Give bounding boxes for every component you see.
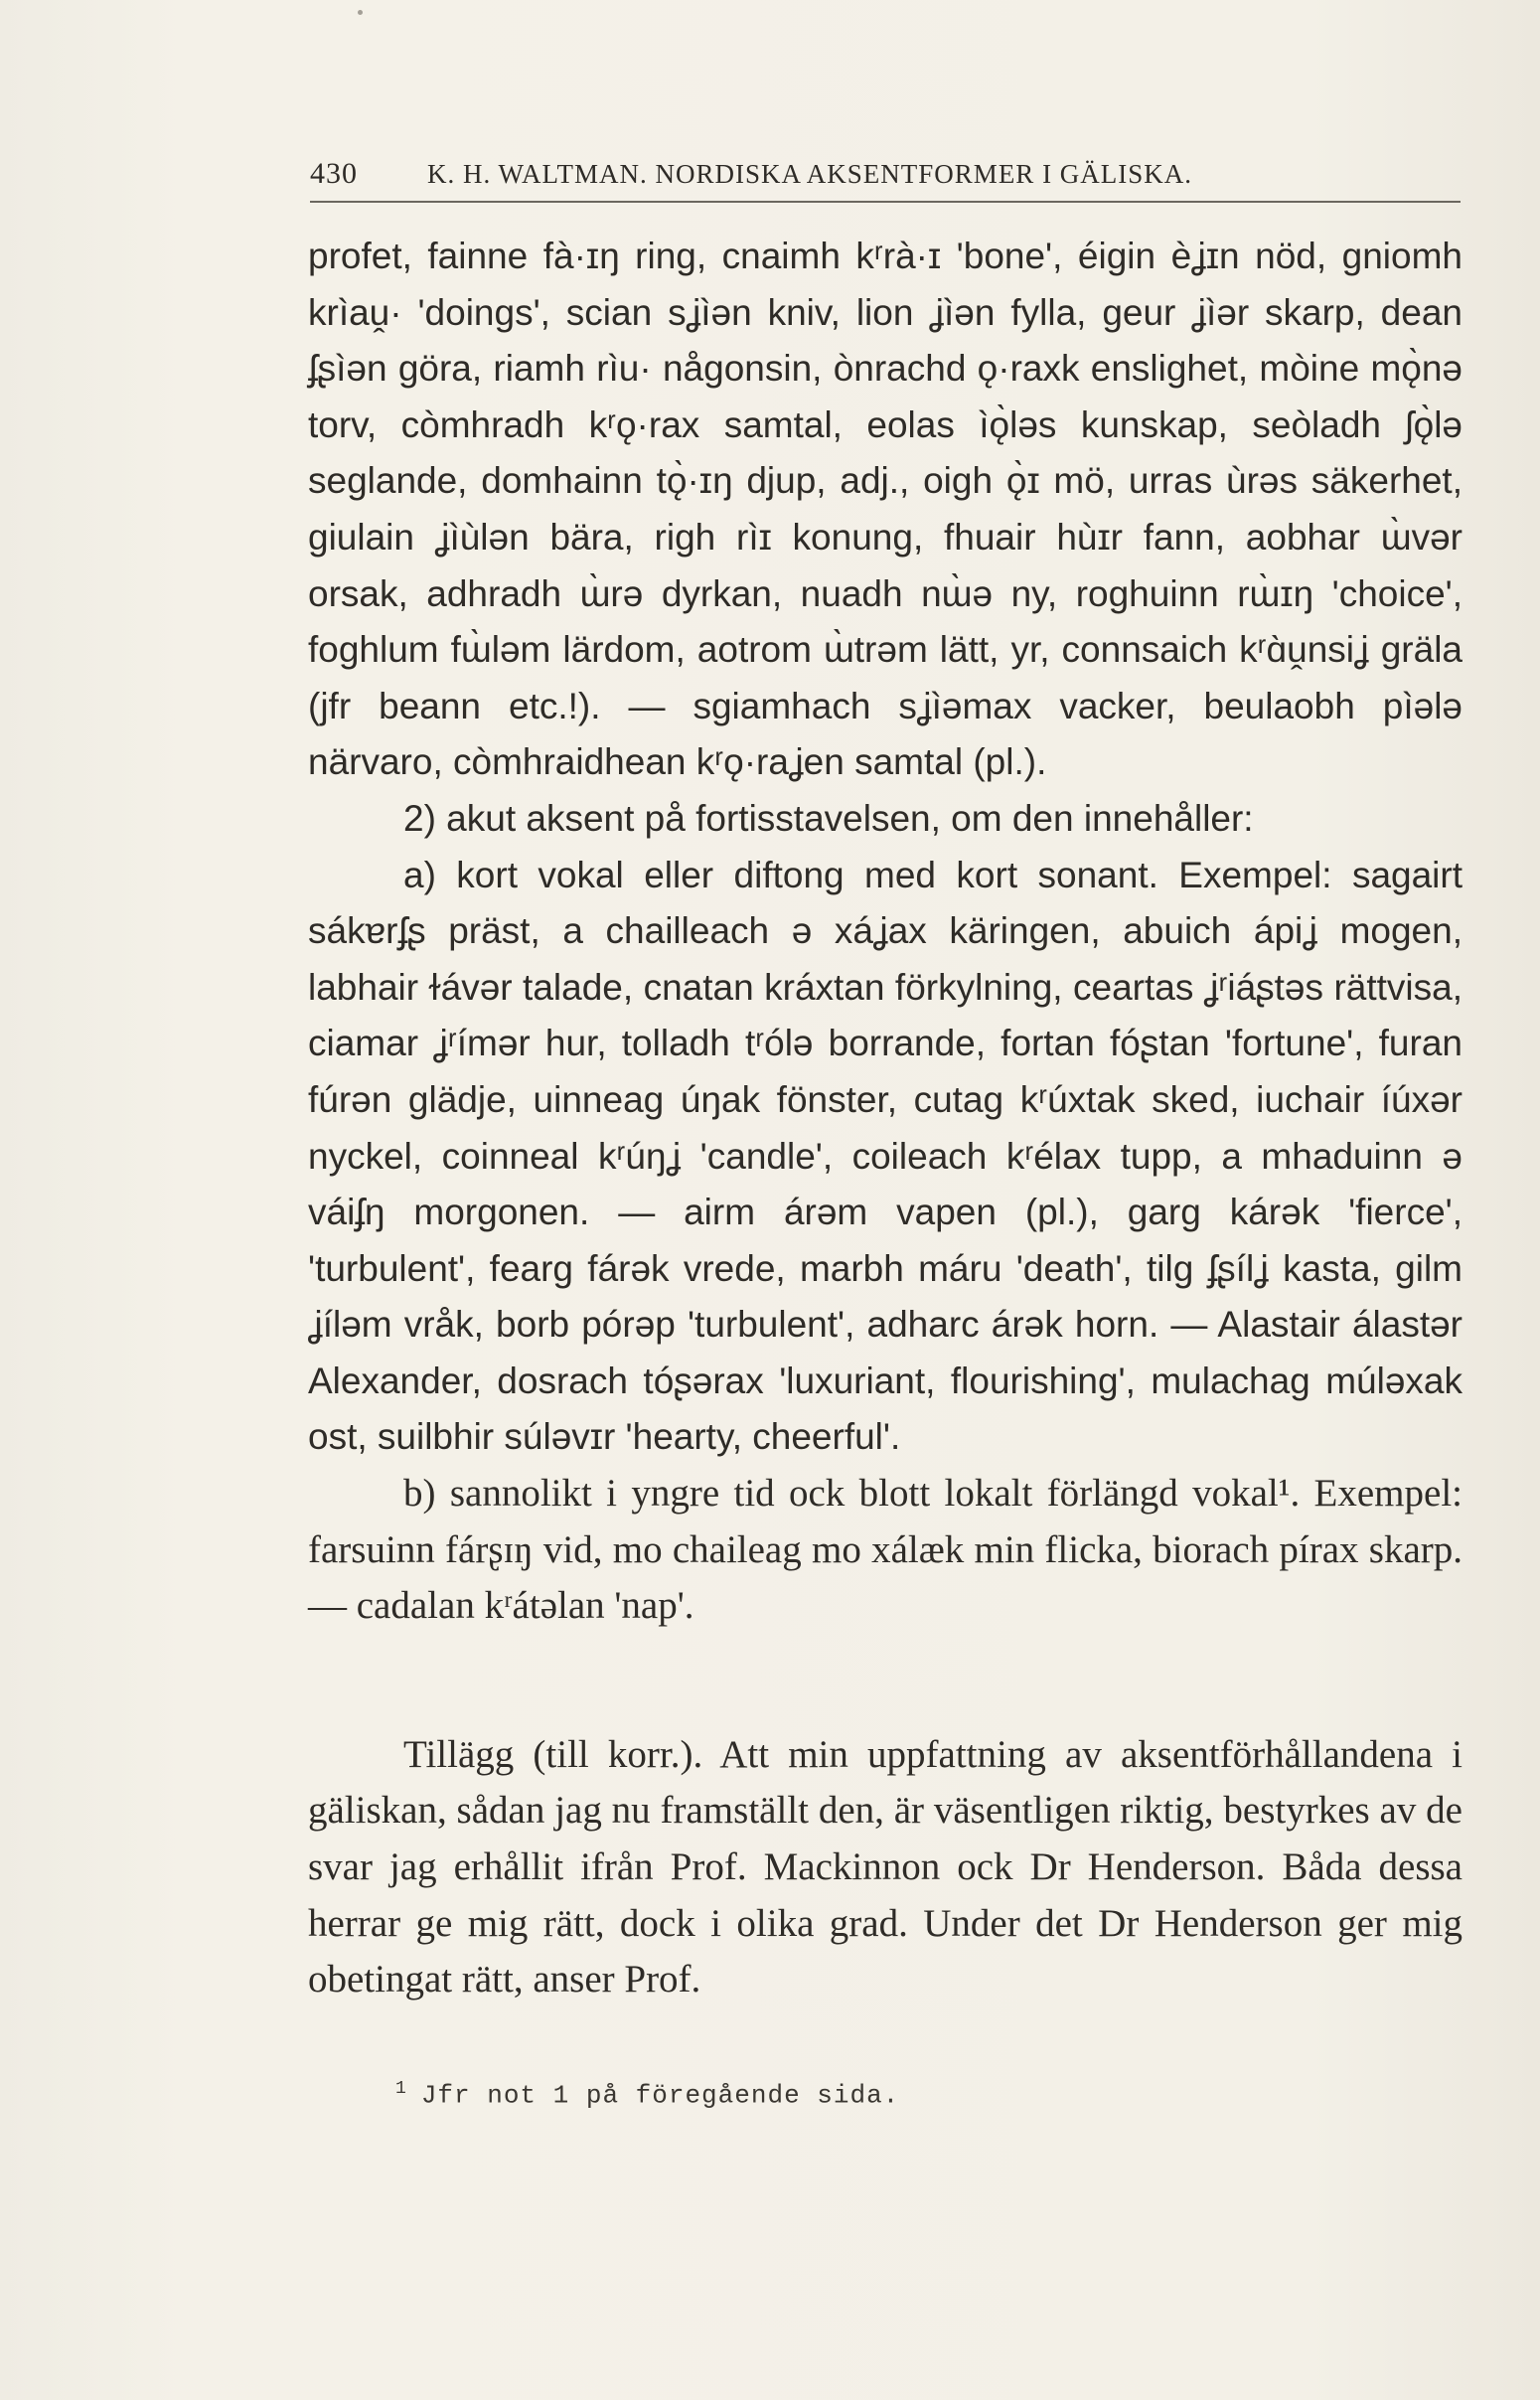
paragraph-examples-continued: profet, fainne fà·ɪŋ ring, cnaimh kʳrà·ɪ 'bone', éigin èʝɪn nöd, gniomh krìaṷ· 'doings', scian sʝìən kniv, lion ʝìən fylla, geur ʝìər skarp, dean ʄʂìən göra, riamh rìu· någonsin, ònrachd ǫ·raxk enslighet, mòine mǫ̀nə torv, còmhradh kʳǫ·rax samtal, eolas ìǫ̀ləs kunskap, seòladh ʃǫ̀lə seglande, domhainn tǫ̀·ɪŋ djup, adj., oigh ǫ̀ɪ mö, urras ùrəs säkerhet, giulain ʝìùlən bära, righ rìɪ konung, fhuair hùɪr fann, aobhar ɯ̀vər orsak, adhradh ɯ̀rə dyrkan, nuadh nɯ̀ə ny, roghuinn rɯ̀ɪŋ 'choice', foghlum fɯ̀ləm lärdom, aotrom ɯ̀trəm lätt, yr, connsaich kʳɑ̀ṷnsiʝ gräla (jfr beann etc.!). — sgiamhach sʝìəmax vacker, beulaobh pìələ närvaro, còmhraidhean kʳǫ·raʝen samtal (pl.). [308,236,1463,783]
paragraph-short-vowel-examples: a) kort vokal eller diftong med kort sonant. Exempel: sagairt sákɐrʄʂ präst, a chailleach ə xáʝax käringen, abuich ápiʝ mogen, labhair ɫávər talade, cnatan kráxtan förkylning, ceartas ʝʳiáʂtəs rättvisa, ciamar ʝʳímər hur, tolladh tʳólə borrande, fortan fóʂtan 'fortune', furan fúrən glädje, uinneag úŋak fönster, cutag kʳúxtak sked, iuchair íúxər nyckel, coinneal kʳúŋʝ 'candle', coileach kʳélax tupp, a mhaduinn ə váiʄŋ morgonen. — airm árəm vapen (pl.), garg kárək 'fierce', 'turbulent', fearg fárək vrede, marbh máru 'death', tilg ʄʂílʝ kasta, gilm ʝíləm vråk, borb pórəp 'turbulent', adharc árək horn. — Alastair álastər Alexander, dosrach tóʂərax 'luxuriant, flourishing', mulachag múləxak ost, suilbhir súləvɪr 'hearty, cheerful'. [308,854,1463,1458]
running-title: K. H. WALTMAN. NORDISKA AKSENTFORMER I GÄLISKA. [427,159,1193,189]
page-header [310,157,1461,203]
body-text [308,229,1463,2008]
paper-speck [358,10,363,15]
paragraph-acute-accent-heading: 2) akut aksent på fortisstavelsen, om den innehåller: [403,797,1254,839]
footnote-text: Jfr not 1 på föregående sida. [420,2080,900,2111]
footnote [395,2079,899,2111]
paragraph-lengthened-vowel: b) sannolikt i yngre tid ock blott lokalt förlängd vokal¹. Exempel: farsuinn fárʂɪŋ vid, mo chaileag mo xálæk min flicka, biorach pírax skarp. — cadalan kʳátəlan 'nap'. [308,1472,1463,1628]
footnote-marker: 1 [395,2079,407,2099]
page-number: 430 [310,157,358,190]
paragraph-tillagg: Tillägg (till korr.). Att min uppfattning av aksentförhållandena i gäliskan, sådan jag nu framställt den, är väsentligen riktig, bestyrkes av de svar jag erhållit ifrån Prof. Mackinnon ock Dr Henderson. Båda dessa herrar ge mig rätt, dock i olika grad. Under det Dr Henderson ger mig obetingat rätt, anser Prof. [308,1732,1463,2001]
